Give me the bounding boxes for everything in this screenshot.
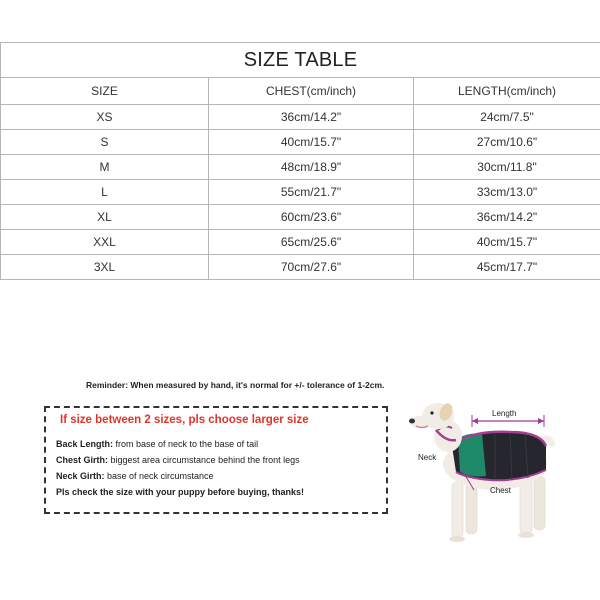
size-table <box>0 42 600 280</box>
length-cell: 36cm/14.2" <box>414 205 600 230</box>
chest-cell: 40cm/15.7" <box>209 130 414 155</box>
note-term: Back Length: <box>56 439 114 449</box>
measuring-notes-box <box>44 406 388 514</box>
note-desc: biggest area circumstance behind the front legs <box>108 455 300 465</box>
header-length: LENGTH(cm/inch) <box>414 78 600 105</box>
neck-label: Neck <box>418 453 437 462</box>
note-back-length <box>56 436 376 452</box>
header-size: SIZE <box>1 78 209 105</box>
table-row <box>1 230 600 255</box>
chest-cell: 70cm/27.6" <box>209 255 414 280</box>
table-title: SIZE TABLE <box>1 43 600 78</box>
note-check-size: Pls check the size with your puppy before buying, thanks! <box>56 487 305 497</box>
chest-label: Chest <box>490 486 511 495</box>
header-chest: CHEST(cm/inch) <box>209 78 414 105</box>
length-label: Length <box>492 409 517 418</box>
dog-illustration <box>400 396 600 556</box>
length-cell: 40cm/15.7" <box>414 230 600 255</box>
length-cell: 45cm/17.7" <box>414 255 600 280</box>
length-cell: 27cm/10.6" <box>414 130 600 155</box>
note-term: Chest Girth: <box>56 455 109 465</box>
note-desc: from base of neck to the base of tail <box>113 439 259 449</box>
note-neck-girth <box>56 468 376 484</box>
chest-cell: 36cm/14.2" <box>209 105 414 130</box>
size-cell: XS <box>1 105 209 130</box>
table-row <box>1 155 600 180</box>
chest-cell: 65cm/25.6" <box>209 230 414 255</box>
note-term: Neck Girth: <box>56 471 105 481</box>
chest-cell: 60cm/23.6" <box>209 205 414 230</box>
size-cell: S <box>1 130 209 155</box>
table-row <box>1 205 600 230</box>
tolerance-reminder: Reminder: When measured by hand, it's normal for +/- tolerance of 1-2cm. <box>86 380 385 390</box>
notes-heading: If size between 2 sizes, pls choose larger size <box>60 414 309 426</box>
table-row <box>1 130 600 155</box>
dog-measurement-diagram <box>400 396 600 556</box>
table-row <box>1 255 600 280</box>
chest-cell: 55cm/21.7" <box>209 180 414 205</box>
size-cell: 3XL <box>1 255 209 280</box>
chest-cell: 48cm/18.9" <box>209 155 414 180</box>
length-cell: 33cm/13.0" <box>414 180 600 205</box>
size-cell: XL <box>1 205 209 230</box>
note-desc: base of neck circumstance <box>104 471 214 481</box>
length-cell: 24cm/7.5" <box>414 105 600 130</box>
table-header-row <box>1 78 600 105</box>
size-cell: M <box>1 155 209 180</box>
size-cell: XXL <box>1 230 209 255</box>
size-cell: L <box>1 180 209 205</box>
note-chest-girth <box>56 452 376 468</box>
length-cell: 30cm/11.8" <box>414 155 600 180</box>
table-row <box>1 105 600 130</box>
table-row <box>1 180 600 205</box>
